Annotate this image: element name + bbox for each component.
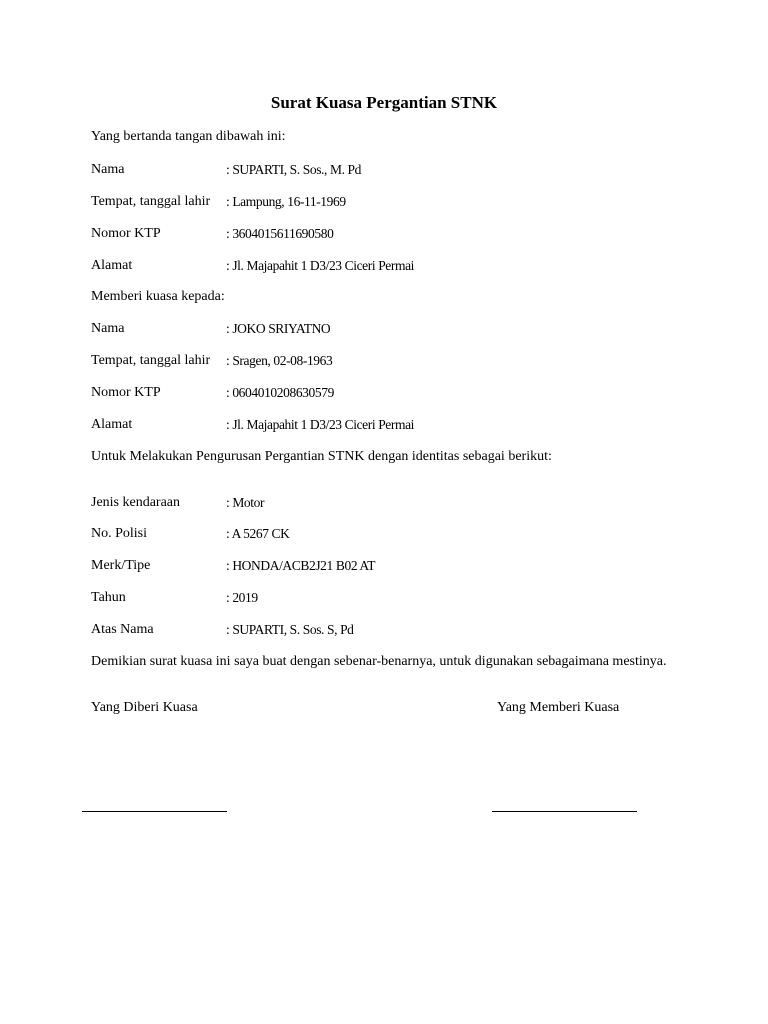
field-label: Alamat	[91, 417, 133, 432]
vehicle-model-row	[91, 558, 691, 578]
field-label: Alamat	[91, 258, 133, 273]
vehicle-owner-row	[91, 622, 691, 642]
field-label: Nama	[91, 321, 125, 336]
field-label: Atas Nama	[91, 622, 154, 637]
field-label: Tempat, tanggal lahir	[91, 353, 211, 368]
field-value: : 2019	[226, 590, 258, 605]
grantor-birth-row	[91, 194, 691, 214]
field-value: : A 5267 CK	[226, 526, 290, 541]
field-value: : 3604015611690580	[226, 226, 334, 241]
signature-line-grantee	[82, 811, 227, 812]
grantee-ktp-row	[91, 385, 691, 405]
grantee-intro-text: Memberi kuasa kepada:	[91, 289, 225, 304]
vehicle-plate-row	[91, 526, 691, 546]
field-label: No. Polisi	[91, 526, 148, 541]
field-label: Nama	[91, 162, 125, 177]
purpose-text: Untuk Melakukan Pengurusan Pergantian STNK dengan identitas sebagai berikut:	[91, 449, 552, 464]
field-label: Nomor KTP	[91, 385, 161, 400]
field-value: : SUPARTI, S. Sos. S, Pd	[226, 622, 354, 637]
field-value: : JOKO SRIYATNO	[226, 321, 331, 336]
signature-label-grantor: Yang Memberi Kuasa	[497, 700, 620, 715]
field-label: Tempat, tanggal lahir	[91, 194, 211, 209]
field-value: : HONDA/ACB2J21 B02 AT	[226, 558, 376, 573]
signature-label-grantee: Yang Diberi Kuasa	[91, 700, 198, 715]
field-label: Jenis kendaraan	[91, 495, 181, 510]
signature-line-grantor	[492, 811, 637, 812]
grantee-name-row	[91, 321, 691, 341]
intro-text: Yang bertanda tangan dibawah ini:	[91, 129, 286, 144]
document-title: Surat Kuasa Pergantian STNK	[270, 93, 498, 112]
field-value: : Sragen, 02-08-1963	[226, 353, 333, 368]
closing-text: Demikian surat kuasa ini saya buat dengan sebenar-benarnya, untuk digunakan sebagaimana mestinya.	[91, 654, 667, 669]
field-value: : Lampung, 16-11-1969	[226, 194, 346, 209]
field-value: : Jl. Majapahit 1 D3/23 Ciceri Permai	[226, 258, 415, 273]
grantor-name-row	[91, 162, 691, 182]
grantee-address-row	[91, 417, 691, 437]
field-value: : Motor	[226, 495, 265, 510]
field-label: Merk/Tipe	[91, 558, 151, 573]
field-value: : SUPARTI, S. Sos., M. Pd	[226, 162, 361, 177]
vehicle-year-row	[91, 590, 691, 610]
field-label: Nomor KTP	[91, 226, 161, 241]
field-value: : 0604010208630579	[226, 385, 334, 400]
vehicle-type-row	[91, 495, 691, 515]
grantee-birth-row	[91, 353, 691, 373]
field-value: : Jl. Majapahit 1 D3/23 Ciceri Permai	[226, 417, 415, 432]
field-label: Tahun	[91, 590, 126, 605]
grantor-ktp-row	[91, 226, 691, 246]
grantor-address-row	[91, 258, 691, 278]
